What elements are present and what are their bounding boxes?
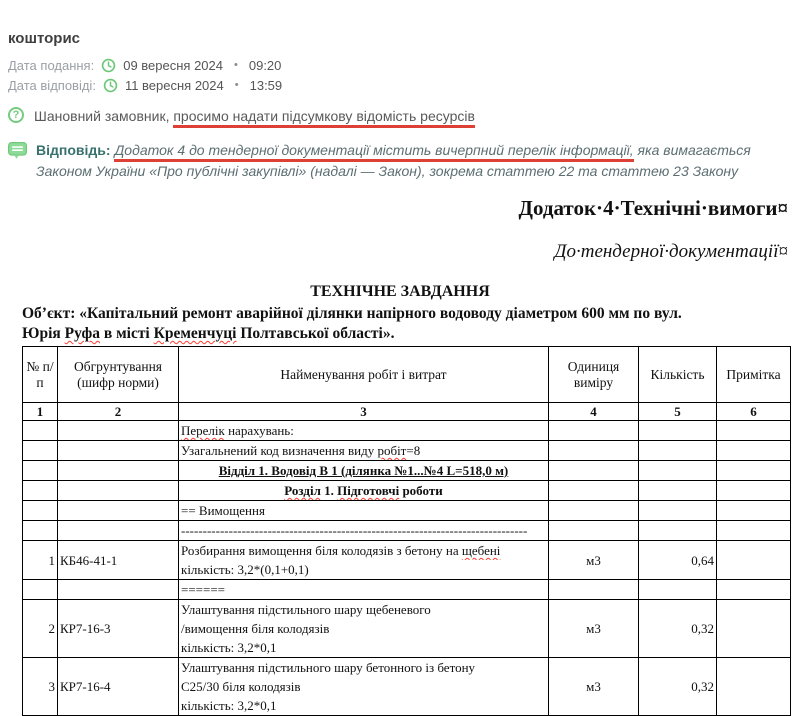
date-submitted-value: 09 вересня 2024 (123, 57, 223, 73)
cell-norm-code (58, 521, 179, 541)
cell-unit (549, 580, 639, 600)
cell-row-number (23, 441, 58, 461)
object-line1: Об’єкт: «Капітальний ремонт аварійної ділянки напірного водоводу діаметром 600 мм по вул. (22, 305, 682, 322)
date-submitted-label: Дата подання: (8, 57, 95, 73)
cell-work-name (179, 521, 549, 541)
cell-quantity (639, 580, 717, 600)
qa-section (0, 0, 800, 182)
cell-work-name (179, 580, 549, 600)
answer-label: Відповідь: (36, 142, 111, 158)
cell-work-name (179, 461, 549, 481)
answer-rest-text: яка вимагається Законом України «Про публічні закупівлі» (надалі — Закон), зокрема статтею 22 та статтею 23 Закону (36, 142, 751, 179)
technical-task-title: ТЕХНІЧНЕ ЗАВДАННЯ (310, 283, 490, 300)
spec-table (22, 346, 791, 716)
work-name-line: Відділ 1. Водовід В 1 (ділянка №1...№4 L=518,0 м) (218, 463, 509, 478)
table-row (23, 600, 791, 658)
cell-unit (549, 501, 639, 521)
time-answered-value: 13:59 (249, 77, 283, 93)
cell-quantity (639, 481, 717, 501)
column-header: № п/п (23, 347, 58, 403)
dot-separator: • (234, 79, 239, 91)
column-number: 3 (179, 403, 549, 421)
cell-quantity (639, 521, 717, 541)
cell-work-name (179, 481, 549, 501)
cell-work-name (179, 501, 549, 521)
column-number: 4 (549, 403, 639, 421)
cell-row-number (23, 461, 58, 481)
annex-heading: Додаток·4·Технічні·вимоги¤ (518, 196, 788, 220)
work-name-line: Розбирання вимощення біля колодязів з бетону на щебені (181, 543, 501, 558)
cell-norm-code (58, 481, 179, 501)
clock-icon (101, 58, 116, 73)
work-name-line: == Вимощення (181, 503, 265, 518)
answer-underlined-text: Додаток 4 до тендерної документації містить вичерпний перелік інформації, (114, 142, 633, 162)
cell-note (717, 481, 791, 501)
cell-row-number: 1 (23, 541, 58, 580)
cell-note (717, 658, 791, 716)
cell-norm-code: КР7-16-3 (58, 600, 179, 658)
cell-row-number: 2 (23, 600, 58, 658)
work-name-line: кількість: 3,2*(0,1+0,1) (181, 562, 309, 577)
annex-subheading: До·тендерної·документації¤ (554, 241, 788, 262)
work-name-line: Улаштування підстильного шару бетонного із бетону (181, 660, 476, 675)
column-number-row (23, 403, 791, 421)
table-header-row (23, 347, 791, 403)
cell-work-name (179, 600, 549, 658)
time-submitted-value: 09:20 (248, 57, 282, 73)
cell-quantity (639, 501, 717, 521)
cell-note (717, 521, 791, 541)
answer-text (36, 140, 781, 182)
cell-quantity: 0,64 (639, 541, 717, 580)
cell-work-name (179, 421, 549, 441)
column-number: 1 (23, 403, 58, 421)
table-row (23, 541, 791, 580)
question-text (34, 106, 475, 126)
cell-row-number (23, 481, 58, 501)
object-description (22, 304, 790, 344)
table-row (23, 521, 791, 541)
cell-work-name (179, 541, 549, 580)
question-mark-icon: ? (8, 107, 24, 123)
table-row (23, 421, 791, 441)
cell-note (717, 600, 791, 658)
cell-norm-code (58, 501, 179, 521)
column-number: 6 (717, 403, 791, 421)
cell-quantity (639, 461, 717, 481)
question-row (8, 106, 792, 126)
cell-row-number (23, 421, 58, 441)
document-section (0, 196, 800, 716)
cell-quantity (639, 441, 717, 461)
work-name-line: С25/30 біля колодязів (181, 679, 301, 694)
cell-unit (549, 481, 639, 501)
column-number: 2 (58, 403, 179, 421)
work-name-line: кількість: 3,2*0,1 (181, 698, 277, 713)
dot-separator: • (234, 59, 238, 71)
cell-quantity (639, 421, 717, 441)
cell-norm-code (58, 441, 179, 461)
table-row (23, 481, 791, 501)
object-line2: Юрія Руфа в місті Кременчуці Полтавської області». (22, 325, 395, 342)
clock-icon (103, 78, 118, 93)
cell-norm-code (58, 421, 179, 441)
column-number: 5 (639, 403, 717, 421)
question-underlined-text: просимо надати підсумкову відомість ресурсів (173, 108, 475, 128)
cell-norm-code (58, 461, 179, 481)
cell-row-number (23, 580, 58, 600)
column-header: Одиниця виміру (549, 347, 639, 403)
cell-norm-code: КБ46-41-1 (58, 541, 179, 580)
table-row (23, 501, 791, 521)
column-header: Кількість (639, 347, 717, 403)
cell-quantity: 0,32 (639, 600, 717, 658)
work-name-line: Узагальнений код визначення виду робіт=8 (181, 443, 421, 458)
date-submitted-row (8, 55, 792, 75)
qa-title: кошторис (8, 30, 81, 47)
date-answered-label: Дата відповіді: (8, 77, 96, 93)
cell-row-number (23, 521, 58, 541)
cell-row-number (23, 501, 58, 521)
cell-unit: м3 (549, 600, 639, 658)
cell-note (717, 441, 791, 461)
cell-unit (549, 521, 639, 541)
work-name-line: ====== (181, 582, 225, 597)
column-header: Примітка (717, 347, 791, 403)
cell-unit (549, 421, 639, 441)
table-row (23, 461, 791, 481)
cell-note (717, 580, 791, 600)
work-name-line: Перелік нарахувань: (181, 423, 294, 438)
chat-bubble-icon (8, 142, 27, 160)
cell-note (717, 421, 791, 441)
column-header: Обгрунтування (шифр норми) (58, 347, 179, 403)
cell-quantity: 0,32 (639, 658, 717, 716)
cell-norm-code: КР7-16-4 (58, 658, 179, 716)
work-name-line: /вимощення біля колодязів (181, 621, 330, 636)
cell-norm-code (58, 580, 179, 600)
cell-note (717, 541, 791, 580)
cell-unit: м3 (549, 541, 639, 580)
question-prefix: Шановний замовник, (34, 108, 174, 124)
cell-work-name (179, 658, 549, 716)
work-name-line: Улаштування підстильного шару щебеневого (181, 602, 431, 617)
cell-unit (549, 441, 639, 461)
cell-work-name (179, 441, 549, 461)
column-header: Найменування робіт і витрат (179, 347, 549, 403)
work-name-line: -------------------------------------------------------------------------------- (181, 523, 528, 538)
work-name-line: Розділ 1. Підготовчі роботи (284, 483, 443, 498)
cell-unit: м3 (549, 658, 639, 716)
cell-unit (549, 461, 639, 481)
cell-note (717, 501, 791, 521)
table-row (23, 441, 791, 461)
answer-row (8, 140, 792, 182)
date-answered-value: 11 вересня 2024 (124, 77, 224, 93)
date-answered-row (8, 75, 792, 95)
work-name-line: кількість: 3,2*0,1 (181, 640, 277, 655)
cell-row-number: 3 (23, 658, 58, 716)
cell-note (717, 461, 791, 481)
table-row (23, 580, 791, 600)
table-row (23, 658, 791, 716)
